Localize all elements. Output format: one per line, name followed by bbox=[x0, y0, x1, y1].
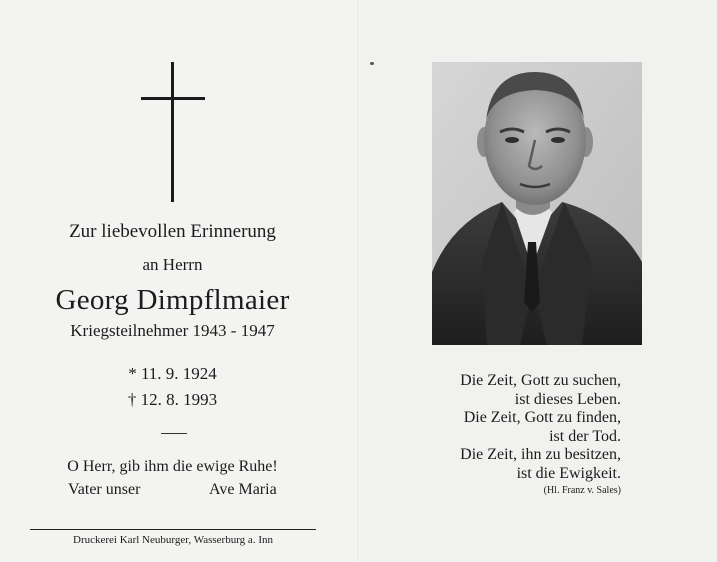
verse-attribution: (Hl. Franz v. Sales) bbox=[543, 485, 621, 496]
verse-line: ist dieses Leben. bbox=[514, 391, 621, 408]
verse-line: Die Zeit, Gott zu suchen, bbox=[460, 372, 621, 389]
verse-line: Die Zeit, ihn zu besitzen, bbox=[460, 446, 621, 463]
card-fold bbox=[357, 0, 359, 562]
verse-line: ist die Ewigkeit. bbox=[516, 465, 621, 482]
printer-credit: Druckerei Karl Neuburger, Wasserburg a. Inn bbox=[73, 534, 273, 546]
portrait-photo bbox=[432, 62, 642, 345]
paper-speck bbox=[370, 62, 374, 65]
birth-date: * 11. 9. 1924 bbox=[128, 364, 217, 383]
verse-line: Die Zeit, Gott zu finden, bbox=[463, 409, 621, 426]
cross-icon bbox=[141, 62, 205, 202]
salutation-text: an Herrn bbox=[142, 255, 203, 274]
prayer-vater-unser: Vater unser bbox=[68, 481, 141, 498]
deceased-name: Georg Dimpflmaier bbox=[55, 284, 290, 316]
subtitle-text: Kriegsteilnehmer 1943 - 1947 bbox=[70, 321, 275, 340]
divider-long bbox=[30, 529, 316, 530]
prayer-text: O Herr, gib ihm die ewige Ruhe! bbox=[67, 458, 278, 475]
prayer-ave-maria: Ave Maria bbox=[209, 481, 277, 498]
divider-short bbox=[161, 433, 187, 434]
verse-line: ist der Tod. bbox=[549, 428, 621, 445]
intro-text: Zur liebevollen Erinnerung bbox=[69, 221, 276, 242]
death-date: † 12. 8. 1993 bbox=[127, 390, 218, 409]
